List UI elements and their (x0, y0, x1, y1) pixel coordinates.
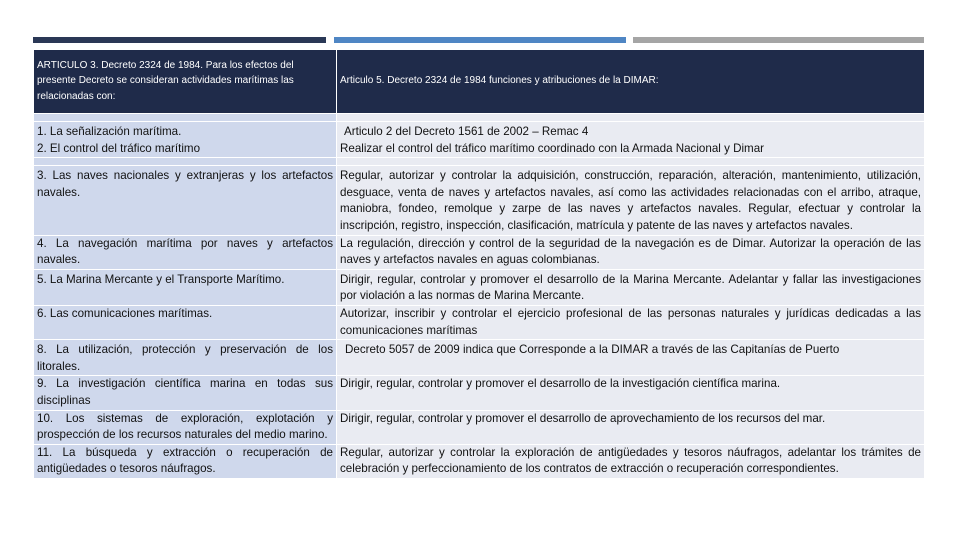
row-right-text: Dirigir, regular, controlar y promover el desarrollo de la Marina Mercante. Adelantar y fallar las investigaciones por violación a las normas de Marina Mercante. (337, 269, 925, 305)
table-row (34, 122, 925, 158)
row-right-text: Dirigir, regular, controlar y promover el desarrollo de la investigación científica marina. (337, 376, 925, 410)
row-left-text: 8. La utilización, protección y preservación de los litorales. (34, 340, 337, 376)
row-left-text: 1. La señalización marítima. (37, 125, 182, 138)
row-left-text: 6. Las comunicaciones marítimas. (34, 305, 337, 339)
row-left-text: 4. La navegación marítima por naves y artefactos navales. (34, 235, 337, 269)
row-right-text: Autorizar, inscribir y controlar el ejercicio profesional de las personas naturales y jurídicas dedicadas a las comunicaciones marítimas (337, 305, 925, 339)
row-right-text: Articulo 2 del Decreto 1561 de 2002 – Remac 4 (344, 125, 589, 138)
row-left-text: 5. La Marina Mercante y el Transporte Marítimo. (34, 269, 337, 305)
row-left-text: 2. El control del tráfico marítimo (37, 141, 201, 155)
table-row (34, 444, 925, 478)
row-left-text: 9. La investigación científica marina en todas sus disciplinas (34, 376, 337, 410)
table-row (34, 305, 925, 339)
accent-bar-dark (33, 37, 326, 43)
header-left: ARTICULO 3. Decreto 2324 de 1984. Para los efectos del presente Decreto se consideran actividades marítimas las relacionadas con: (34, 50, 337, 114)
row-left-text: 11. La búsqueda y extracción o recuperación de antigüedades o tesoros náufragos. (34, 444, 337, 478)
row-right-text: La regulación, dirección y control de la seguridad de la navegación es de Dimar. Autorizar la operación de las naves y artefactos navales en aguas colombianas. (337, 235, 925, 269)
accent-bar-gray (633, 37, 924, 43)
accent-bar-blue (334, 37, 626, 43)
table-row (34, 166, 925, 235)
decree-table (33, 49, 925, 479)
table-row (34, 410, 925, 444)
row-right-text: Regular, autorizar y controlar la adquisición, construcción, reparación, alteración, mantenimiento, utilización, desguace, venta de naves y artefactos navales, así como las actividades relacionadas con el arribo, atraque, maniobra, fondeo, remolque y zarpe de las naves y artefactos navales. Regular, efectuar y controlar la inscripción, registro, inspección, clasificación, matrícula y patente de las naves y artefactos navales. (337, 166, 925, 235)
row-left-text: 10. Los sistemas de exploración, explotación y prospección de los recursos naturales del medio marino. (34, 410, 337, 444)
table-row (34, 340, 925, 376)
table-header-row (34, 50, 925, 114)
table-row (34, 235, 925, 269)
row-right-text: Decreto 5057 de 2009 indica que Corresponde a la DIMAR a través de las Capitanías de Puerto (345, 343, 840, 357)
row-right-text: Dirigir, regular, controlar y promover el desarrollo de aprovechamiento de los recursos del mar. (337, 410, 925, 444)
row-left-text: 3. Las naves nacionales y extranjeras y los artefactos navales. (34, 166, 337, 235)
table-row (34, 376, 925, 410)
spacer-row (34, 158, 925, 166)
row-right-text: Regular, autorizar y controlar la exploración de antigüedades y tesoros náufragos, adelantar los trámites de celebración y perfeccionamiento de los contratos de extracción o recuperación correspondientes. (337, 444, 925, 478)
header-right: Articulo 5. Decreto 2324 de 1984 funciones y atribuciones de la DIMAR: (337, 50, 925, 114)
table-row (34, 269, 925, 305)
row-right-text: Realizar el control del tráfico marítimo coordinado con la Armada Nacional y Dimar (340, 141, 764, 155)
header-spacer-row (34, 114, 925, 122)
